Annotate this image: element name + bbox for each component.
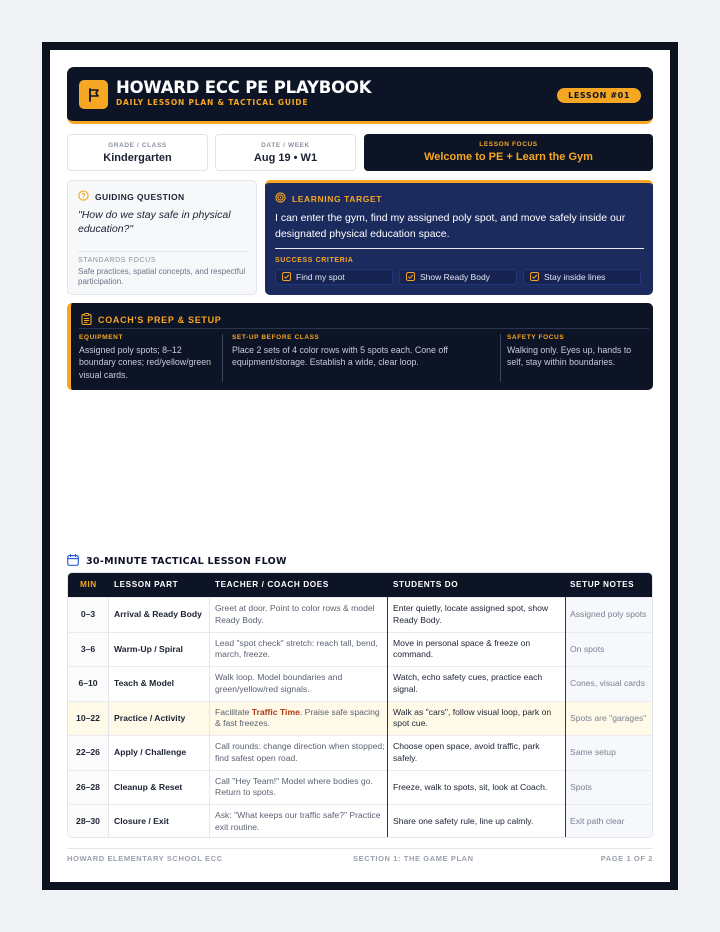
coach-prep-card [67,303,653,390]
row-student: Enter quietly, locate assigned spot, show Ready Body. [393,603,549,625]
row-teacher: Walk loop. Model boundaries and green/yellow/red signals. [215,672,343,694]
column-header-students: STUDENTS DO [393,580,459,589]
learning-target-heading [275,192,382,205]
checkbox-icon [406,272,415,283]
column-line [108,597,109,838]
row-teacher: Greet at door. Point to color rows & model Ready Body. [215,603,375,625]
row-student: Freeze, walk to spots, sit, look at Coach. [393,781,548,792]
footer-school: HOWARD ELEMENTARY SCHOOL ECC [67,854,223,863]
lesson-flow-title: 30-MINUTE TACTICAL LESSON FLOW [86,556,287,567]
clipboard-icon [81,313,92,327]
row-min: 22–26 [76,747,100,757]
lesson-focus-box [364,134,653,171]
divider [275,248,644,249]
column-divider [500,334,501,382]
page-subtitle: DAILY LESSON PLAN & TACTICAL GUIDE [116,98,309,107]
page-title: HOWARD ECC PE PLAYBOOK [116,78,372,97]
row-teacher: Call "Hey Team!" Model where bodies go. Return to spots. [215,775,373,798]
standards-focus-text: Safe practices, spatial concepts, and respectful participation. [78,267,246,286]
lesson-focus-value: Welcome to PE + Learn the Gym [424,151,593,163]
success-criterion-text: Find my spot [296,272,345,282]
safety-column [507,334,649,369]
lesson-focus-label: LESSON FOCUS [479,141,538,148]
learning-target-card [265,180,653,295]
row-part: Closure / Exit [114,816,169,826]
coach-prep-title: COACH'S PREP & SETUP [98,315,222,325]
learning-target-title: LEARNING TARGET [292,193,383,204]
safety-text: Walking only. Eyes up, hands to self, stay within boundaries. [507,345,632,368]
row-student: Walk as "cars", follow visual loop, park on spot cue. [393,706,552,729]
row-part: Apply / Challenge [114,747,187,757]
row-setup: Cones, visual cards [570,678,645,688]
row-min: 28–30 [76,816,100,826]
date-value: Aug 19 • W1 [253,152,318,164]
setup-text: Place 2 sets of 4 color rows with 5 spots each. Cone off equipment/storage. Establish a wide, clear loop. [232,345,448,368]
row-setup: Same setup [570,747,616,757]
row-setup: On spots [570,643,605,654]
row-setup: Exit path clear [570,816,625,826]
footer-rule [67,848,653,849]
row-student: Move in personal space & freeze on command. [393,637,531,660]
row-student: Choose open space, avoid traffic, park safely. [393,741,540,763]
coach-prep-heading [81,313,222,327]
column-header-part: LESSON PART [114,580,179,589]
row-min: 26–28 [76,781,100,792]
equipment-column [79,334,217,381]
row-student: Share one safety rule, line up calmly. [393,816,534,826]
table-header [68,573,653,597]
grade-value: Kindergarten [103,152,172,164]
row-teacher-post: . Praise safe spacing & fast freezes. [215,706,380,729]
row-min: 10–22 [76,712,100,723]
lesson-flow-table [67,572,653,838]
row-min: 6–10 [78,678,98,688]
row-setup: Spots are "garages" [570,712,647,723]
footer-page-number: PAGE 1 OF 2 [600,854,653,863]
flag-icon [79,80,108,109]
lesson-badge: LESSON #01 [557,88,641,103]
row-teacher: Call rounds: change direction when stopped; find safest open road. [215,741,385,763]
setup-label: SET-UP BEFORE CLASS [232,334,320,341]
equipment-text: Assigned poly spots; 8–12 boundary cones; red/yellow/green visual cards. [79,345,212,380]
grade-box [67,134,208,171]
divider [78,251,248,252]
date-label: DATE / WEEK [261,142,310,149]
row-min: 0–3 [80,609,96,619]
target-icon [275,192,286,205]
column-line [209,597,210,838]
column-header-setup: SETUP NOTES [570,580,635,589]
row-part: Arrival & Ready Body [114,609,202,619]
safety-label: SAFETY FOCUS [507,334,565,341]
column-header-teacher: TEACHER / COACH DOES [215,580,329,589]
row-min: 3–6 [80,643,96,654]
standards-focus-label: STANDARDS FOCUS [78,257,157,264]
guiding-question-text: "How do we stay safe in physical education?" [78,209,231,235]
row-teacher: Ask: "What keeps our traffic safe?" Practice exit routine. [215,810,381,832]
success-criterion-chip [399,269,517,285]
learning-target-text: I can enter the gym, find my assigned poly spot, and move safely inside our designated physical education space. [275,212,626,240]
success-criterion-chip [275,269,393,285]
guiding-question-heading [78,190,185,203]
footer-section: SECTION 1: THE GAME PLAN [353,854,474,863]
row-part: Cleanup & Reset [114,781,183,792]
guiding-question-card [67,180,257,295]
column-line [387,597,388,838]
row-teacher: Lead "spot check" stretch: reach tall, bend, march, freeze. [215,637,378,660]
setup-column [232,334,494,369]
grade-label: GRADE / CLASS [108,142,167,149]
row-setup: Assigned poly spots [570,609,647,619]
activity-name-highlight: Traffic Time [251,706,300,717]
success-criterion-text: Stay inside lines [544,272,606,282]
column-divider [222,334,223,382]
calendar-icon [67,554,79,569]
equipment-label: EQUIPMENT [79,334,124,341]
column-header-min: MIN [80,580,97,589]
row-student: Watch, echo safety cues, practice each signal. [393,672,543,694]
row-setup: Spots [570,781,592,792]
lesson-flow-heading [67,554,287,569]
success-criteria-label: SUCCESS CRITERIA [275,257,354,264]
row-part: Teach & Model [114,678,175,688]
row-part: Warm-Up / Spiral [114,643,183,654]
question-circle-icon [78,190,89,203]
column-line [565,597,566,838]
checkbox-icon [282,272,291,283]
date-box [215,134,356,171]
checkbox-icon [530,272,539,283]
divider [79,328,649,329]
row-teacher [215,702,387,736]
success-criterion-chip [523,269,641,285]
row-teacher-pre: Facilitate [215,706,252,717]
guiding-question-title: GUIDING QUESTION [95,191,185,202]
success-criterion-text: Show Ready Body [420,272,490,282]
row-part: Practice / Activity [114,712,186,723]
playbook-header [67,67,653,124]
